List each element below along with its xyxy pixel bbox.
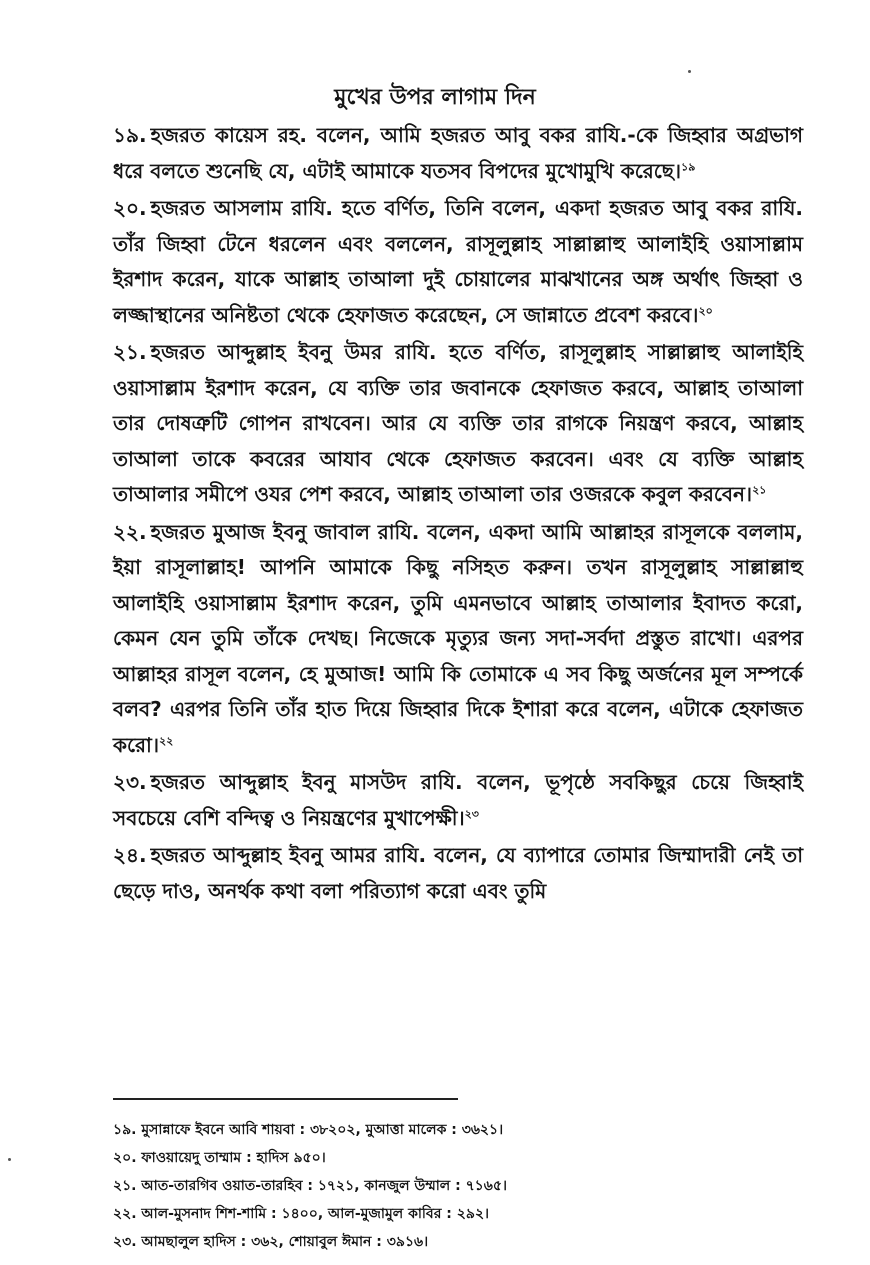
paragraph-text: হজরত আব্দুল্লাহ ইবনু মাসউদ রাযি. বলেন, ভূপৃষ্ঠে সবকিছুর চেয়ে জিহ্বাই সবচেয়ে বেশি বন্দিত্ব ও নিয়ন্ত্রণের মুখাপেক্ষী। [113,770,803,830]
footnote-ref: ২২ [158,733,174,747]
footnote-item: ২১. আত-তারগিব ওয়াত-তারহিব : ১৭২১, কানজুল উম্মাল : ৭১৬৫। [113,1178,507,1194]
page-header-title: মুখের উপর লাগাম দিন [334,85,536,110]
hadith-paragraph [113,515,803,764]
paragraph-text: হজরত আব্দুল্লাহ ইবনু আমর রাযি. বলেন, যে ব্যাপারে তোমার জিম্মাদারী নেই তা ছেড়ে দাও, অনর্থক কথা বলা পরিত্যাগ করো এবং তুমি [113,843,803,903]
paragraph-number: ১৯. [113,123,147,147]
print-speck [8,1158,11,1161]
footnote-ref: ২১ [752,483,767,497]
footnote-ref: ২০ [698,303,713,317]
paragraph-number: ২৩. [113,770,147,794]
footnote-ref: ১৯ [681,159,696,173]
paragraph-number: ২০. [113,196,147,220]
hadith-paragraph [113,838,803,909]
footnote-item: ১৯. মুসান্নাফে ইবনে আবি শায়বা : ৩৮২০২, মুআত্তা মালেক : ৩৬২১। [113,1122,504,1138]
hadith-paragraph [113,118,803,189]
footnote-divider [113,1098,458,1100]
hadith-paragraph [113,765,803,836]
paragraph-text: হজরত আসলাম রাযি. হতে বর্ণিত, তিনি বলেন, একদা হজরত আবু বকর রাযি. তাঁর জিহ্বা টেনে ধরলেন এবং বললেন, রাসূলুল্লাহ সাল্লাল্লাহু আলাইহি ওয়াসাল্লাম ইরশাদ করেন, যাকে আল্লাহ তাআলা দুই চোয়ালের মাঝখানের অঙ্গ অর্থাৎ জিহ্বা ও লজ্জাস্থানের অনিষ্টতা থেকে হেফাজত করেছেন, সে জান্নাতে প্রবেশ করবে। [113,196,803,327]
paragraph-number: ২১. [113,340,147,364]
footnote-item: ২০. ফাওয়ায়েদু তাম্মাম : হাদিস ৯৫০। [113,1150,326,1166]
footnotes [113,1116,803,1256]
paragraph-number: ২৪. [113,843,147,867]
paragraph-text: হজরত কায়েস রহ. বলেন, আমি হজরত আবু বকর রাযি.-কে জিহ্বার অগ্রভাগ ধরে বলতে শুনেছি যে, এটাই আমাকে যতসব বিপদের মুখোমুখি করেছে। [113,123,803,183]
print-speck [688,70,691,73]
hadith-paragraph [113,335,803,513]
footnote-item: ২৩. আমছালুল হাদিস : ৩৬২, শোয়াবুল ঈমান : ৩৯১৬। [113,1234,429,1250]
hadith-paragraph [113,191,803,333]
paragraph-number: ২২. [113,519,147,544]
paragraph-text: হজরত আব্দুল্লাহ ইবনু উমর রাযি. হতে বর্ণিত, রাসূলুল্লাহ সাল্লাল্লাহু আলাইহি ওয়াসাল্লাম ইরশাদ করেন, যে ব্যক্তি তার জবানকে হেফাজত করবে, আল্লাহ তাআলা তার দোষত্রুটি গোপন রাখবেন। আর যে ব্যক্তি তার রাগকে নিয়ন্ত্রণ করবে, আল্লাহ তাআলা তাকে কবরের আযাব থেকে হেফাজত করবেন। এবং যে ব্যক্তি আল্লাহ তাআলার সমীপে ওযর পেশ করবে, আল্লাহ তাআলা তার ওজরকে কবুল করবেন। [113,340,803,506]
hadith-body [113,118,803,911]
footnote-ref: ২৩ [464,806,479,820]
paragraph-text: হজরত মুআজ ইবনু জাবাল রাযি. বলেন, একদা আমি আল্লাহর রাসূলকে বললাম, ইয়া রাসূলাল্লাহ! আপনি আমাকে কিছু নসিহত করুন। তখন রাসূলুল্লাহ সাল্লাল্লাহু আলাইহি ওয়াসাল্লাম ইরশাদ করেন, তুমি এমনভাবে আল্লাহ তাআলার ইবাদত করো, কেমন যেন তুমি তাঁকে দেখছ। নিজেকে মৃত্যুর জন্য সদা-সর্বদা প্রস্তুত রাখো। এরপর আল্লাহর রাসূল বলেন, হে মুআজ! আমি কি তোমাকে এ সব কিছু অর্জনের মূল সম্পর্কে বলব? এরপর তিনি তাঁর হাত দিয়ে জিহ্বার দিকে ইশারা করে বলেন, এটাকে হেফাজত করো। [113,519,803,757]
footnote-item: ২২. আল-মুসনাদ শিশ-শামি : ১৪০০, আল-মুজামুল কাবির : ২৯২। [113,1206,490,1222]
